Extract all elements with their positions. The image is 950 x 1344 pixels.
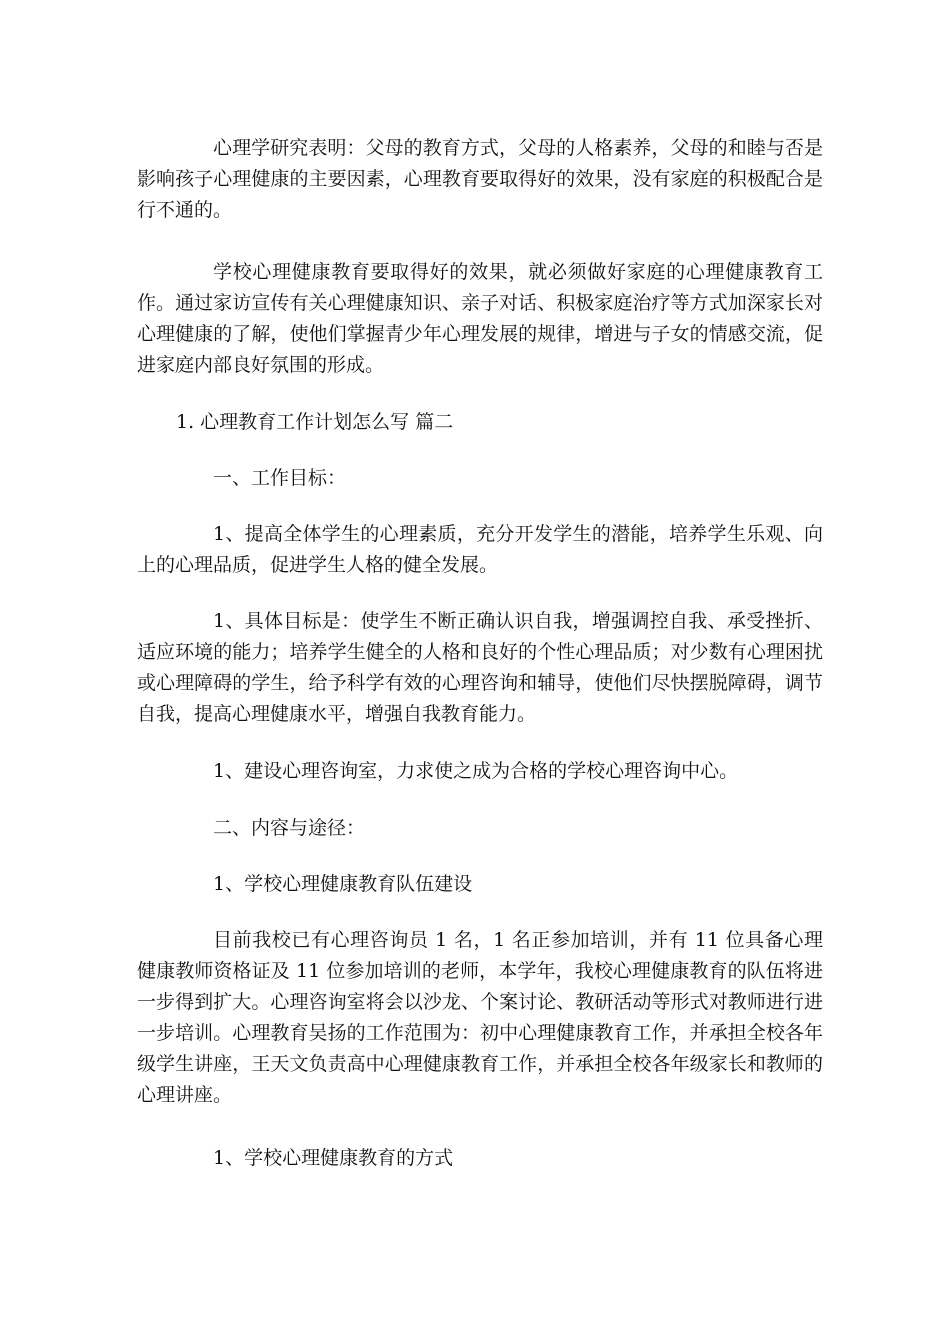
section-title: 1. 心理教育工作计划怎么写 篇二 [176, 411, 454, 433]
paragraph-goal-overall: 1、提高全体学生的心理素质，充分开发学生的潜能，培养学生乐观、向上的心理品质，促进学生人格的健全发展。 [137, 523, 823, 576]
paragraph-family-education: 学校心理健康教育要取得好的效果，就必须做好家庭的心理健康教育工作。通过家访宣传有关心理健康知识、亲子对话、积极家庭治疗等方式加深家长对心理健康的了解，使他们掌握青少年心理发展的规律，增进与子女的情感交流，促进家庭内部良好氛围的形成。 [137, 261, 823, 376]
paragraph-goal-specific: 1、具体目标是：使学生不断正确认识自我，增强调控自我、承受挫折、适应环境的能力；培养学生健全的人格和良好的个性心理品质；对少数有心理困扰或心理障碍的学生，给予科学有效的心理咨询和辅导，使他们尽快摆脱障碍，调节自我，提高心理健康水平，增强自我教育能力。 [137, 610, 823, 725]
heading-work-goals: 一、工作目标： [213, 467, 347, 489]
subheading-team-building: 1、学校心理健康教育队伍建设 [213, 873, 473, 895]
paragraph-team-description: 目前我校已有心理咨询员 1 名，1 名正参加培训，并有 11 位具备心理健康教师资格证及 11 位参加培训的老师，本学年，我校心理健康教育的队伍将进一步得到扩大。心理咨询室将会以沙龙、个案讨论、教研活动等形式对教师进行进一步培训。心理教育吴扬的工作范围为：初中心理健康教育工作，并承担全校各年级学生讲座，王天文负责高中心理健康教育工作，并承担全校各年级家长和教师的心理讲座。 [137, 929, 823, 1106]
heading-content-approach: 二、内容与途径： [213, 817, 366, 839]
paragraph-family-influence: 心理学研究表明：父母的教育方式，父母的人格素养，父母的和睦与否是影响孩子心理健康的主要因素，心理教育要取得好的效果，没有家庭的积极配合是行不通的。 [137, 137, 823, 221]
paragraph-goal-counseling-room: 1、建设心理咨询室，力求使之成为合格的学校心理咨询中心。 [213, 760, 739, 782]
subheading-education-methods: 1、学校心理健康教育的方式 [213, 1147, 454, 1169]
